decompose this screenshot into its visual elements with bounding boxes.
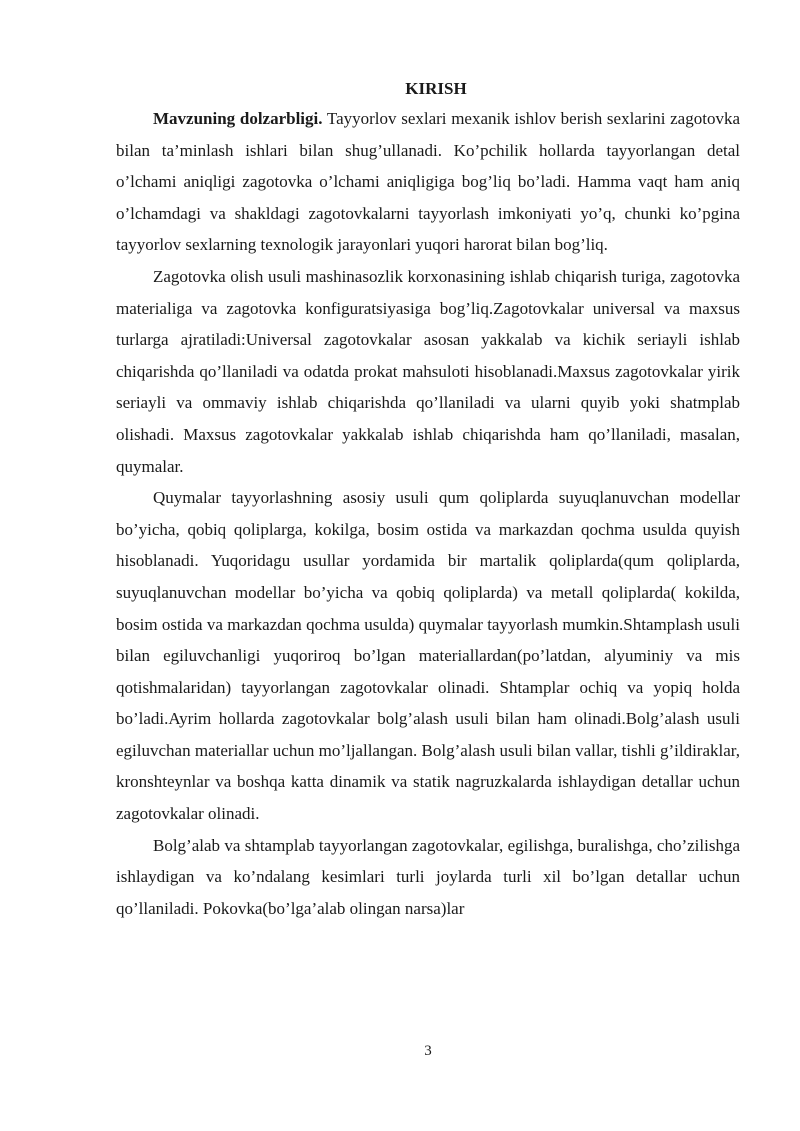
paragraph-2: Zagotovka olish usuli mashinasozlik korxonasining ishlab chiqarish turiga, zagotovka materialiga va zagotovka konfiguratsiyasiga bog’liq.Zagotovkalar universal va maxsus turlarga ajratiladi:Universal zagotovkalar asosan yakkalab va kichik seriayli ishlab chiqarishda qo’llaniladi va odatda prokat mahsuloti hisoblanadi.Maxsus zagotovkalar yirik seriayli va ommaviy ishlab chiqarishda qo’llaniladi va ularni quyib yoki shatmplab olishadi. Maxsus zagotovkalar yakkalab ishlab chiqarishda ham qo’llaniladi, masalan, quymalar. [116,266,740,476]
paragraph-1 [116,103,740,261]
paragraph-4: Bolg’alab va shtamplab tayyorlangan zagotovkalar, egilishga, buralishga, cho’zilishga ishlaydigan va ko’ndalang kesimlari turli joylarda turli xil bo’lgan detallar uchun qo’llaniladi. Pokovka(bo’lga’alab olingan narsa)lar [116,835,740,918]
paragraph-lead: Mavzuning dolzarbligi. [153,109,323,128]
paragraph-text: Tayyorlov sexlari mexanik ishlov berish sexlarini zagotovka bilan ta’minlash ishlari bilan shug’ullanadi. Ko’pchilik hollarda tayyorlangan detal o’lchami aniqligi zagotovka o’lchami aniqligiga bog’liq bo’ladi. Hamma vaqt ham aniq o’lchamdagi va shakldagi zagotovkalarni tayyorlash imkoniyati yo’q, chunki ko’pgina tayyorlov sexlarning texnologik jarayonlari yuqori harorat bilan bog’liq. [116,109,740,255]
page-body [116,76,740,924]
page-number: 3 [424,1043,432,1059]
paragraph-3: Quymalar tayyorlashning asosiy usuli qum qoliplarda suyuqlanuvchan modellar bo’yicha, qobiq qoliplarga, kokilga, bosim ostida va markazdan qochma usulda quyish hisoblanadi. Yuqoridagu usullar yordamida bir martalik qoliplarda(qum qoliplarda, suyuqlanuvchan modellar bo’yicha va qobiq qoliplarda) va metall qoliplarda( kokilda, bosim ostida va markazdan qochma usulda) quymalar tayyorlash mumkin.Shtamplash usuli bilan egiluvchanligi yuqoriroq bo’lgan materiallardan(po’latdan, alyuminiy va mis qotishmalaridan) tayyorlangan zagotovkalar olinadi. Shtamplar ochiq va yopiq holda bo’ladi.Ayrim hollarda zagotovkalar bolg’alash usuli bilan ham olinadi.Bolg’alash usuli egiluvchan materiallar uchun mo’ljallangan. Bolg’alash usuli bilan vallar, tishli g’ildiraklar, kronshteynlar va boshqa katta dinamik va statik nagruzkalarda ishlaydigan detallar uchun zagotovkalar olinadi. [116,488,740,824]
section-title: KIRISH [405,79,467,98]
